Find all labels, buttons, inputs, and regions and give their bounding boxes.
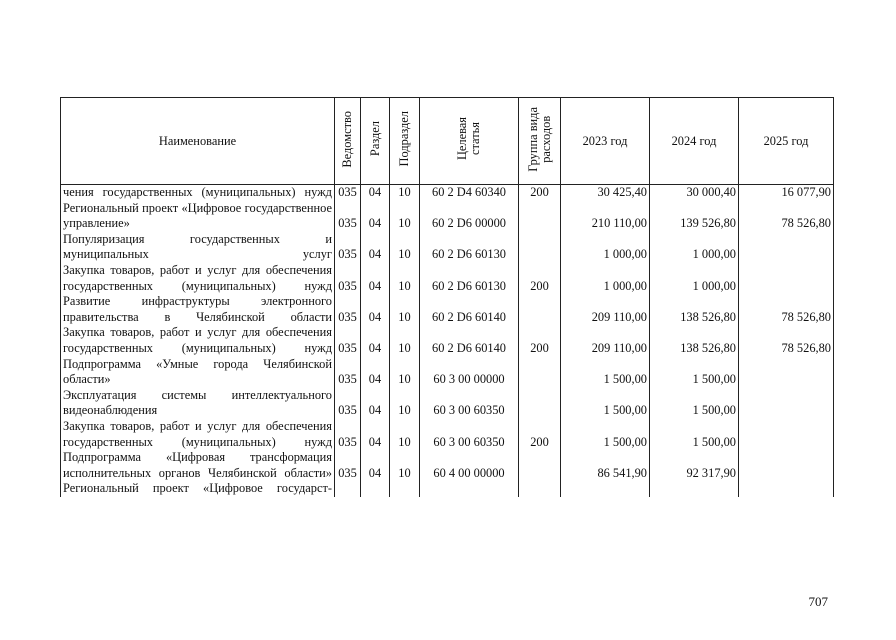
col-header-subsection: Подраздел (390, 98, 420, 185)
row-amount-2023: 209 110,00 (561, 325, 650, 356)
col-header-department: Ведомство (335, 98, 361, 185)
row-name: чения государственных (муниципальных) нужд (61, 185, 335, 201)
row-department: 035 (335, 294, 361, 325)
table-row (61, 450, 834, 481)
row-amount-2025 (739, 419, 834, 450)
row-section: 04 (361, 232, 390, 263)
row-amount-2024: 30 000,40 (650, 185, 739, 201)
row-subsection: 10 (390, 232, 420, 263)
row-amount-2023: 209 110,00 (561, 294, 650, 325)
col-header-2025: 2025 год (739, 98, 834, 185)
row-section (361, 481, 390, 497)
row-subsection: 10 (390, 450, 420, 481)
row-expense-group (519, 294, 561, 325)
row-expense-group: 200 (519, 325, 561, 356)
row-name: Развитие инфраструктуры электронного правительства в Челябинской области (61, 294, 335, 325)
row-amount-2023: 210 110,00 (561, 201, 650, 232)
table-row (61, 201, 834, 232)
row-amount-2025 (739, 232, 834, 263)
row-target-article: 60 2 D6 60130 (420, 232, 519, 263)
row-amount-2025: 78 526,80 (739, 201, 834, 232)
header-row (61, 98, 834, 185)
row-subsection: 10 (390, 419, 420, 450)
table-row (61, 481, 834, 497)
row-amount-2025 (739, 481, 834, 497)
row-target-article: 60 2 D4 60340 (420, 185, 519, 201)
row-subsection: 10 (390, 263, 420, 294)
row-subsection: 10 (390, 185, 420, 201)
row-amount-2024: 1 000,00 (650, 263, 739, 294)
row-amount-2025 (739, 263, 834, 294)
row-section: 04 (361, 325, 390, 356)
row-name: Региональный проект «Цифровое государственное управление» (61, 201, 335, 232)
row-subsection: 10 (390, 201, 420, 232)
row-target-article: 60 3 00 60350 (420, 419, 519, 450)
row-expense-group (519, 232, 561, 263)
row-name: Эксплуатация системы интеллектуального видеонаблюдения (61, 388, 335, 419)
table-row (61, 294, 834, 325)
row-name: Подпрограмма «Цифровая трансформация исполнительных органов Челябинской области» (61, 450, 335, 481)
row-department: 035 (335, 263, 361, 294)
row-department: 035 (335, 185, 361, 201)
row-subsection: 10 (390, 325, 420, 356)
budget-table (60, 97, 834, 497)
row-section: 04 (361, 419, 390, 450)
row-amount-2023: 1 000,00 (561, 263, 650, 294)
row-department: 035 (335, 232, 361, 263)
col-header-section: Раздел (361, 98, 390, 185)
row-amount-2023: 1 500,00 (561, 388, 650, 419)
row-expense-group (519, 481, 561, 497)
row-section: 04 (361, 294, 390, 325)
row-department: 035 (335, 450, 361, 481)
row-amount-2024: 139 526,80 (650, 201, 739, 232)
row-target-article: 60 3 00 60350 (420, 388, 519, 419)
row-target-article: 60 2 D6 60130 (420, 263, 519, 294)
col-header-2024: 2024 год (650, 98, 739, 185)
row-amount-2024 (650, 481, 739, 497)
row-amount-2023: 1 500,00 (561, 419, 650, 450)
row-name: Региональный проект «Цифровое государст- (61, 481, 335, 497)
row-amount-2024: 1 500,00 (650, 357, 739, 388)
row-subsection: 10 (390, 357, 420, 388)
row-section: 04 (361, 450, 390, 481)
row-amount-2025: 16 077,90 (739, 185, 834, 201)
row-amount-2024: 1 000,00 (650, 232, 739, 263)
row-target-article: 60 2 D6 60140 (420, 294, 519, 325)
row-amount-2024: 1 500,00 (650, 388, 739, 419)
row-section: 04 (361, 263, 390, 294)
table-row (61, 388, 834, 419)
row-amount-2025 (739, 388, 834, 419)
row-expense-group: 200 (519, 419, 561, 450)
table-row (61, 263, 834, 294)
row-name: Подпрограмма «Умные города Челябинской области» (61, 357, 335, 388)
row-target-article: 60 4 00 00000 (420, 450, 519, 481)
row-expense-group: 200 (519, 263, 561, 294)
page-number: 707 (808, 594, 828, 609)
row-amount-2023: 1 500,00 (561, 357, 650, 388)
row-expense-group (519, 357, 561, 388)
row-amount-2024: 138 526,80 (650, 325, 739, 356)
col-header-name: Наименование (61, 98, 335, 185)
row-amount-2023 (561, 481, 650, 497)
row-name: Закупка товаров, работ и услуг для обеспечения государственных (муниципальных) нужд (61, 419, 335, 450)
row-target-article: 60 3 00 00000 (420, 357, 519, 388)
row-section: 04 (361, 388, 390, 419)
row-name: Закупка товаров, работ и услуг для обеспечения государственных (муниципальных) нужд (61, 263, 335, 294)
row-amount-2024: 1 500,00 (650, 419, 739, 450)
row-department: 035 (335, 388, 361, 419)
row-department: 035 (335, 357, 361, 388)
table-row (61, 357, 834, 388)
table-row (61, 232, 834, 263)
row-target-article (420, 481, 519, 497)
row-subsection: 10 (390, 294, 420, 325)
row-department: 035 (335, 325, 361, 356)
row-amount-2023: 1 000,00 (561, 232, 650, 263)
row-expense-group (519, 450, 561, 481)
row-expense-group (519, 388, 561, 419)
col-header-2023: 2023 год (561, 98, 650, 185)
row-name: Закупка товаров, работ и услуг для обеспечения государственных (муниципальных) нужд (61, 325, 335, 356)
row-section: 04 (361, 357, 390, 388)
row-target-article: 60 2 D6 60140 (420, 325, 519, 356)
table-row (61, 325, 834, 356)
row-expense-group (519, 201, 561, 232)
row-target-article: 60 2 D6 00000 (420, 201, 519, 232)
row-amount-2025 (739, 450, 834, 481)
row-section: 04 (361, 201, 390, 232)
row-department (335, 481, 361, 497)
row-subsection: 10 (390, 388, 420, 419)
col-header-target-article: Целевая статья (420, 98, 519, 185)
row-amount-2024: 138 526,80 (650, 294, 739, 325)
row-section: 04 (361, 185, 390, 201)
table-row (61, 185, 834, 201)
row-amount-2023: 86 541,90 (561, 450, 650, 481)
row-amount-2023: 30 425,40 (561, 185, 650, 201)
row-amount-2025 (739, 357, 834, 388)
row-department: 035 (335, 201, 361, 232)
table-row (61, 419, 834, 450)
row-amount-2025: 78 526,80 (739, 325, 834, 356)
row-department: 035 (335, 419, 361, 450)
row-name: Популяризация государственных и муниципальных услуг (61, 232, 335, 263)
row-subsection (390, 481, 420, 497)
table-body (61, 185, 834, 497)
row-amount-2025: 78 526,80 (739, 294, 834, 325)
row-amount-2024: 92 317,90 (650, 450, 739, 481)
row-expense-group: 200 (519, 185, 561, 201)
col-header-expense-group: Группа вида расходов (519, 98, 561, 185)
